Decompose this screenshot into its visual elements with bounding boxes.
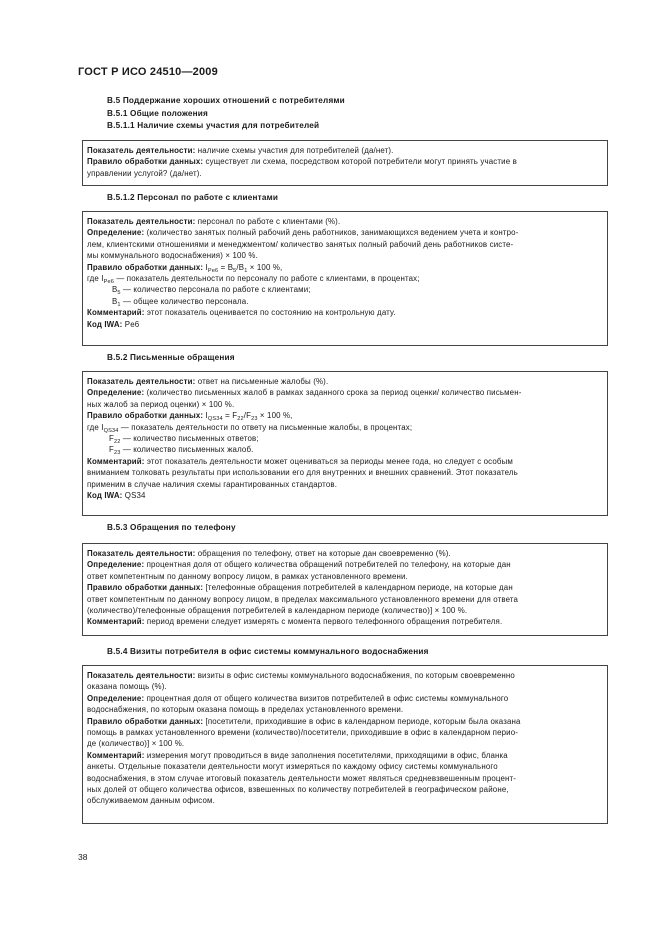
where-text: — количество письменных жалоб. bbox=[120, 445, 254, 455]
formula-symbol: /B bbox=[236, 262, 245, 272]
formula-symbol: × 100 %, bbox=[257, 411, 293, 421]
formula-subscript: 5 bbox=[117, 290, 121, 297]
where-text: — количество письменных ответов; bbox=[120, 434, 259, 444]
code-label: Код IWA: bbox=[87, 491, 123, 501]
rule-label: Правило обработки данных: bbox=[87, 262, 204, 272]
where-line bbox=[87, 422, 603, 433]
indicator-box-written bbox=[82, 371, 608, 516]
rule-text: существует ли схема, посредством которой потребители могут принять участие в bbox=[203, 157, 517, 167]
where-text: — показатель деятельности по ответу на письменные жалобы, в процентах; bbox=[118, 422, 413, 432]
formula-line bbox=[87, 262, 603, 273]
indicator-line bbox=[87, 376, 603, 387]
formula-symbol: I bbox=[203, 262, 208, 272]
formula-symbol: /F bbox=[243, 411, 252, 421]
definition-line bbox=[87, 387, 603, 398]
indicator-text: персонал по работе с клиентами (%). bbox=[195, 217, 341, 226]
comment-line bbox=[87, 750, 603, 761]
rule-label: Правило обработки данных: bbox=[87, 411, 204, 421]
formula-subscript: 23 bbox=[113, 450, 121, 457]
indicator-text: наличие схемы участия для потребителей (да/нет). bbox=[195, 146, 394, 155]
formula-subscript: 22 bbox=[237, 416, 244, 423]
where-text: — количество персонала по работе с клиентами; bbox=[120, 285, 311, 295]
where-text: F bbox=[109, 434, 114, 444]
code-value: Pe6 bbox=[122, 319, 140, 329]
indicator-box-participation bbox=[82, 140, 608, 186]
comment-text: этот показатель оценивается по состоянию на контрольную дату. bbox=[144, 308, 396, 318]
formula-subscript: QS34 bbox=[207, 416, 223, 423]
indicator-label: Показатель деятельности: bbox=[87, 671, 196, 680]
where-line bbox=[87, 284, 603, 295]
formula-subscript: QS34 bbox=[103, 427, 119, 434]
indicator-line bbox=[87, 216, 603, 227]
comment-line: ных долей от общего количества офисов, взвешенных по количеству потребителей в географическом районе, bbox=[87, 785, 509, 795]
comment-line bbox=[87, 307, 603, 318]
where-line bbox=[87, 273, 603, 284]
indicator-text: визиты в офис системы коммунального водоснабжения, по которым своевременно bbox=[195, 671, 515, 680]
section-heading-b5: В.5 Поддержание хороших отношений с потребителями bbox=[107, 96, 345, 105]
definition-line bbox=[87, 227, 603, 238]
indicator-label: Показатель деятельности: bbox=[87, 377, 196, 386]
indicator-label: Показатель деятельности: bbox=[87, 146, 196, 155]
rule-label: Правило обработки данных: bbox=[87, 583, 204, 593]
formula-subscript: 1 bbox=[244, 267, 248, 274]
formula-subscript: Pe6 bbox=[103, 279, 115, 286]
code-value: QS34 bbox=[122, 491, 146, 501]
section-heading-b54: В.5.4 Визиты потребителя в офис системы коммунального водоснабжения bbox=[107, 647, 429, 656]
where-line bbox=[87, 433, 603, 444]
rule-line: помощь в рамках установленного времени (количество)/посетители, приходившие в офис в календарном перио- bbox=[87, 728, 519, 738]
rule-line bbox=[87, 716, 603, 727]
rule-line: управлении услугой? (да/нет). bbox=[87, 168, 202, 178]
comment-label: Комментарий: bbox=[87, 308, 145, 318]
formula-subscript: Pe6 bbox=[207, 267, 219, 274]
definition-label: Определение: bbox=[87, 560, 145, 570]
where-text: B bbox=[112, 285, 118, 295]
definition-line: лем, клиентскими отношениями и менеджментом/ количество занятых полный рабочий день работников систе- bbox=[87, 239, 514, 249]
indicator-line: оказана помощь (%). bbox=[87, 682, 167, 692]
definition-label: Определение: bbox=[87, 388, 145, 398]
section-heading-b53: В.5.3 Обращения по телефону bbox=[107, 523, 236, 532]
formula-symbol: = F bbox=[222, 411, 238, 421]
indicator-label: Показатель деятельности: bbox=[87, 217, 196, 226]
section-heading-b52: В.5.2 Письменные обращения bbox=[107, 353, 235, 362]
code-label: Код IWA: bbox=[87, 319, 123, 329]
page-number: 38 bbox=[78, 852, 88, 862]
comment-line: обслуживаемом данным офисом. bbox=[87, 796, 215, 806]
definition-line bbox=[87, 693, 603, 704]
rule-line: ответ компетентным по данному вопросу лицом, в пределах максимального установленного времени для ответа bbox=[87, 594, 519, 604]
definition-label: Определение: bbox=[87, 693, 145, 703]
where-text: — показатель деятельности по персоналу по работе с клиентами, в процентах; bbox=[114, 274, 420, 284]
comment-line: применим в случае наличия схемы гарантированных стандартов. bbox=[87, 479, 338, 489]
comment-line: водоснабжения, в этом случае итоговый показатель деятельности может являться средневзвешенным процент- bbox=[87, 773, 517, 783]
rule-text: [посетители, приходившие в офис в календарном периоде, которым была оказана bbox=[203, 716, 521, 726]
comment-label: Комментарий: bbox=[87, 456, 145, 466]
where-text: — общее количество персонала. bbox=[120, 296, 249, 306]
where-text: где I bbox=[87, 422, 104, 432]
rule-line: (количество)/телефонные обращения потребителей в календарном периоде (количество)] × 100 %. bbox=[87, 606, 468, 616]
definition-label: Определение: bbox=[87, 228, 145, 238]
rule-label: Правило обработки данных: bbox=[87, 716, 204, 726]
where-text: где I bbox=[87, 274, 104, 284]
definition-line: ных жалоб за период оценки) × 100 %. bbox=[87, 399, 235, 409]
section-heading-b511: В.5.1.1 Наличие схемы участия для потребителей bbox=[107, 121, 320, 130]
definition-line bbox=[87, 559, 603, 570]
indicator-box-staff bbox=[82, 211, 608, 346]
definition-line: ответ компетентным по данному вопросу лицом, в рамках установленного времени. bbox=[87, 571, 408, 581]
formula-subscript: 23 bbox=[251, 416, 258, 423]
definition-line: водоснабжения, по которым оказана помощь в пределах установленного времени. bbox=[87, 705, 404, 715]
definition-text: процентная доля от общего количества визитов потребителей в офис системы коммунального bbox=[144, 693, 509, 703]
where-text: F bbox=[109, 445, 114, 455]
formula-subscript: 1 bbox=[117, 301, 121, 308]
comment-text: период времени следует измерять с момента первого телефонного обращения потребителя. bbox=[144, 617, 503, 627]
comment-text: измерения могут проводиться в виде заполнения посетителями, приходящими в офис, бланка bbox=[144, 750, 508, 760]
indicator-text: обращения по телефону, ответ на которые дан своевременно (%). bbox=[195, 549, 451, 558]
indicator-line bbox=[87, 670, 603, 681]
indicator-box-office-visits bbox=[82, 665, 608, 824]
indicator-box-phone bbox=[82, 543, 608, 636]
formula-symbol: × 100 %, bbox=[247, 262, 283, 272]
comment-label: Комментарий: bbox=[87, 750, 145, 760]
comment-line: анкеты. Отдельные показатели деятельности могут измеряться по каждому офису системы коммунального bbox=[87, 762, 498, 772]
where-line bbox=[87, 296, 603, 307]
document-title: ГОСТ Р ИСО 24510—2009 bbox=[78, 66, 218, 78]
formula-symbol: I bbox=[203, 411, 208, 421]
definition-text: (количество письменных жалоб в рамках заданного срока за период оценки/ количество письмен- bbox=[144, 388, 522, 398]
where-text: B bbox=[112, 296, 118, 306]
definition-text: (количество занятых полный рабочий день работников, занимающихся ведением учета и контро- bbox=[144, 228, 519, 238]
formula-subscript: 22 bbox=[113, 439, 121, 446]
formula-symbol: = B bbox=[218, 262, 234, 272]
indicator-line bbox=[87, 145, 603, 156]
where-line bbox=[87, 444, 603, 455]
indicator-line bbox=[87, 548, 603, 559]
section-heading-b51: В.5.1 Общие положения bbox=[107, 109, 208, 118]
comment-text: этот показатель деятельности может оцениваться за периоды менее года, но следует с особым bbox=[144, 456, 513, 466]
formula-line bbox=[87, 410, 603, 421]
comment-line bbox=[87, 616, 603, 627]
formula-subscript: 5 bbox=[233, 267, 237, 274]
section-heading-b512: В.5.1.2 Персонал по работе с клиентами bbox=[107, 193, 279, 202]
rule-label: Правило обработки данных: bbox=[87, 157, 204, 167]
comment-line: вниманием толковать результаты при использовании его для внутренних и внешних сравнений. Этот показатель bbox=[87, 468, 518, 478]
code-line bbox=[87, 319, 603, 330]
rule-line bbox=[87, 582, 603, 593]
comment-label: Комментарий: bbox=[87, 617, 145, 627]
indicator-label: Показатель деятельности: bbox=[87, 549, 196, 558]
indicator-text: ответ на письменные жалобы (%). bbox=[195, 377, 329, 386]
rule-line bbox=[87, 156, 603, 167]
comment-line bbox=[87, 456, 603, 467]
definition-text: процентная доля от общего количества обращений потребителей по телефону, на которые дан bbox=[144, 560, 511, 570]
code-line bbox=[87, 490, 603, 501]
rule-line: де (количество)] × 100 %. bbox=[87, 739, 185, 749]
rule-text: [телефонные обращения потребителей в календарном периоде, на которые дан bbox=[203, 583, 513, 593]
definition-line: мы коммунального водоснабжения) × 100 %. bbox=[87, 251, 258, 261]
